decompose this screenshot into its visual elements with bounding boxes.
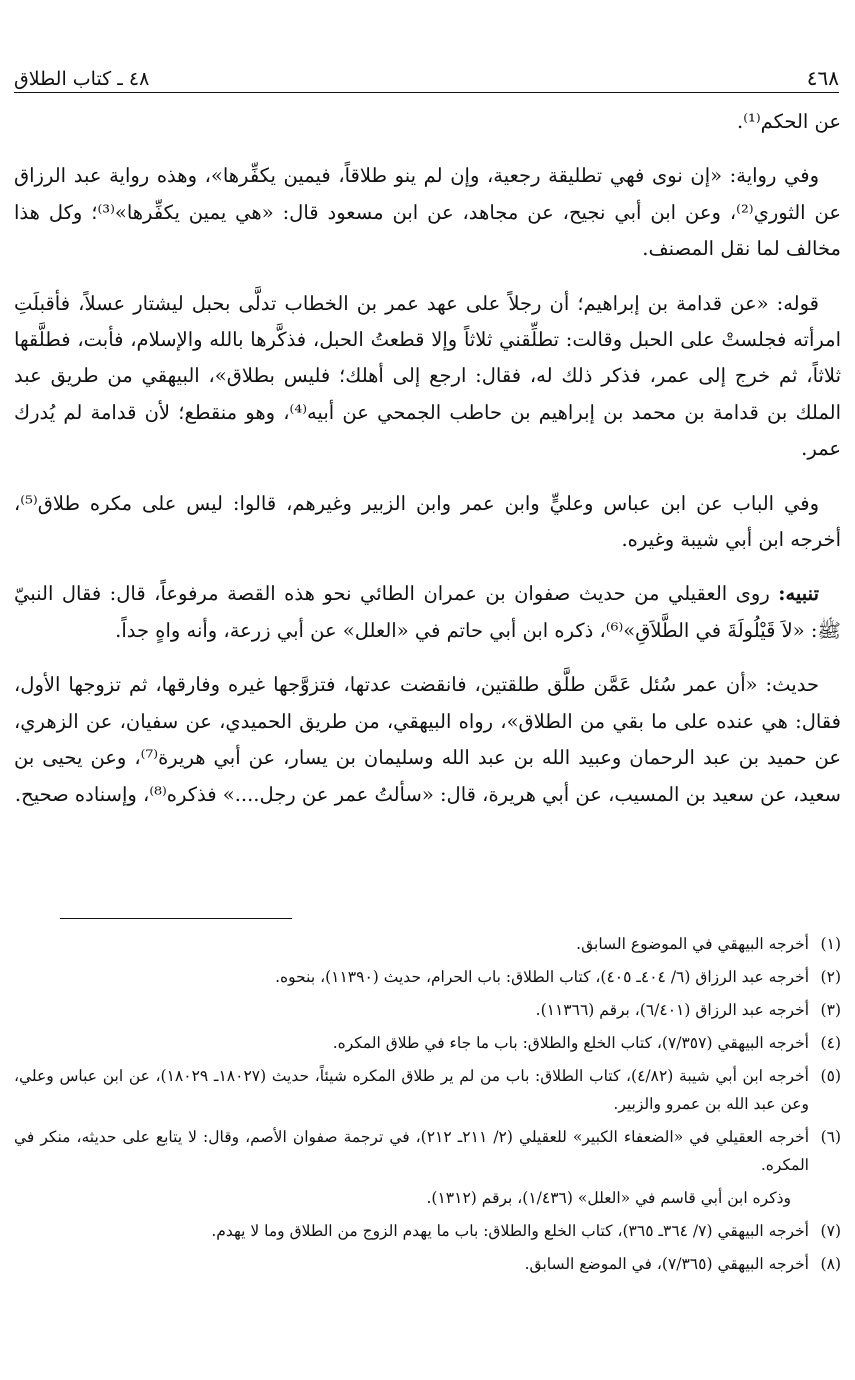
- footnotes: [14, 930, 841, 1283]
- footnote-8: (٨)أخرجه البيهقي (٧/٣٦٥)، في الموضع السابق.: [524, 1255, 841, 1273]
- page-number: ٤٦٨: [806, 66, 839, 90]
- paragraph-1: عن الحكم⁽¹⁾.: [737, 110, 841, 133]
- main-text: [14, 104, 841, 831]
- footnote-4: (٤)أخرجه البيهقي (٧/٣٥٧)، كتاب الخلع والطلاق: باب ما جاء في طلاق المكره.: [332, 1034, 841, 1052]
- tanbih-text: روى العقيلي من حديث صفوان بن عمران الطائي نحو هذه القصة مرفوعاً، قال: فقال النبيّ ﷺ: «لاَ قَيْلُولَةَ في الطَّلاَقِ»⁽⁶⁾، ذكره ابن أبي حاتم في «العلل» عن أبي زرعة، وأنه واهٍ جداً.: [14, 582, 841, 642]
- tanbih-label: تنبيه:: [778, 582, 819, 606]
- footnote-2: (٢)أخرجه عبد الرزاق (٦/ ٤٠٤ـ ٤٠٥)، كتاب الطلاق: باب الحرام، حديث (١١٣٩٠)، بنحوه.: [275, 968, 841, 986]
- paragraph-4: وفي الباب عن ابن عباس وعليٍّ وابن عمر وابن الزبير وغيرهم، قالوا: ليس على مكره طلاق⁽⁵⁾، أخرجه ابن أبي شيبة وغيره.: [14, 491, 841, 552]
- tanbih-paragraph: [14, 576, 841, 649]
- running-header: [14, 60, 839, 90]
- footnote-separator: [60, 918, 292, 919]
- paragraph-2: وفي رواية: «إن نوى فهي تطليقة رجعية، وإن لم ينو طلاقاً، فيمين يكفِّرها»، وهذه رواية عبد الرزاق عن الثوري⁽²⁾، وعن ابن أبي نجيح، عن مجاهد، عن ابن مسعود قال: «هي يمين يكفِّرها»⁽³⁾؛ وكل هذا مخالف لما نقل المصنف.: [14, 164, 842, 261]
- footnote-3: (٣)أخرجه عبد الرزاق (٦/٤٠١)، برقم (١١٣٦٦).: [535, 1001, 841, 1019]
- paragraph-last: حديث: «أن عمر سُئل عَمَّن طلَّق طلقتين، فانقضت عدتها، فتزوَّجها غيره وفارقها، ثم تزوجها الأول، فقال: هي عنده على ما بقي من الطلاق»، رواه البيهقي، من طريق الحميدي، عن سفيان، عن الزهري، عن حميد بن عبد الرحمان وعبيد الله بن عبد الله وسليمان بن يسار، عن أبي هريرة⁽⁷⁾، وعن يحيى بن سعيد، عن سعيد بن المسيب، عن أبي هريرة، قال: «سألتُ عمر عن رجل....» فذكره⁽⁸⁾، وإسناده صحيح.: [14, 673, 841, 806]
- footnote-6: (٦)أخرجه العقيلي في «الضعفاء الكبير» للعقيلي (٢/ ٢١١ـ ٢١٢)، في ترجمة صفوان الأصم، وقال: لا يتابع على حديثه، منكر في المكره.: [14, 1128, 842, 1174]
- footnote-6-continuation: وذكره ابن أبي قاسم في «العلل» (١/٤٣٦)، برقم (١٣١٢).: [426, 1189, 791, 1207]
- footnote-1: (١)أخرجه البيهقي في الموضوع السابق.: [576, 935, 841, 953]
- paragraph-3: قوله: «عن قدامة بن إبراهيم؛ أن رجلاً على عهد عمر بن الخطاب تدلَّى بحبل ليشتار عسلاً، فأقبلَتِ امرأته فجلستْ على الحبل وقالت: تطلِّقني ثلاثاً وإلا قطعتُ الحبل، فذكَّرها بالله والإسلام، فأبت، فطلَّقها ثلاثاً، ثم خرج إلى عمر، فذكر ذلك له، فقال: ارجع إلى أهلك؛ فليس بطلاق»، البيهقي من طريق عبد الملك بن قدامة بن محمد بن إبراهيم بن حاطب الجمحي عن أبيه⁽⁴⁾، وهو منقطع؛ لأن قدامة لم يُدرك عمر.: [14, 291, 842, 461]
- footnote-5: (٥)أخرجه ابن أبي شيبة (٤/٨٢)، كتاب الطلاق: باب من لم ير طلاق المكره شيئاً، حديث (١٨٠٢٧ـ ١٨٠٢٩)، عن ابن عباس وعلي، وعن عبد الله بن عمرو والزبير.: [14, 1067, 841, 1113]
- footnote-7: (٧)أخرجه البيهقي (٧/ ٣٦٤ـ ٣٦٥)، كتاب الخلع والطلاق: باب ما يهدم الزوج من الطلاق وما لا يهدم.: [211, 1222, 841, 1240]
- header-rule: [14, 92, 839, 93]
- chapter-title: ٤٨ ـ كتاب الطلاق: [14, 68, 150, 90]
